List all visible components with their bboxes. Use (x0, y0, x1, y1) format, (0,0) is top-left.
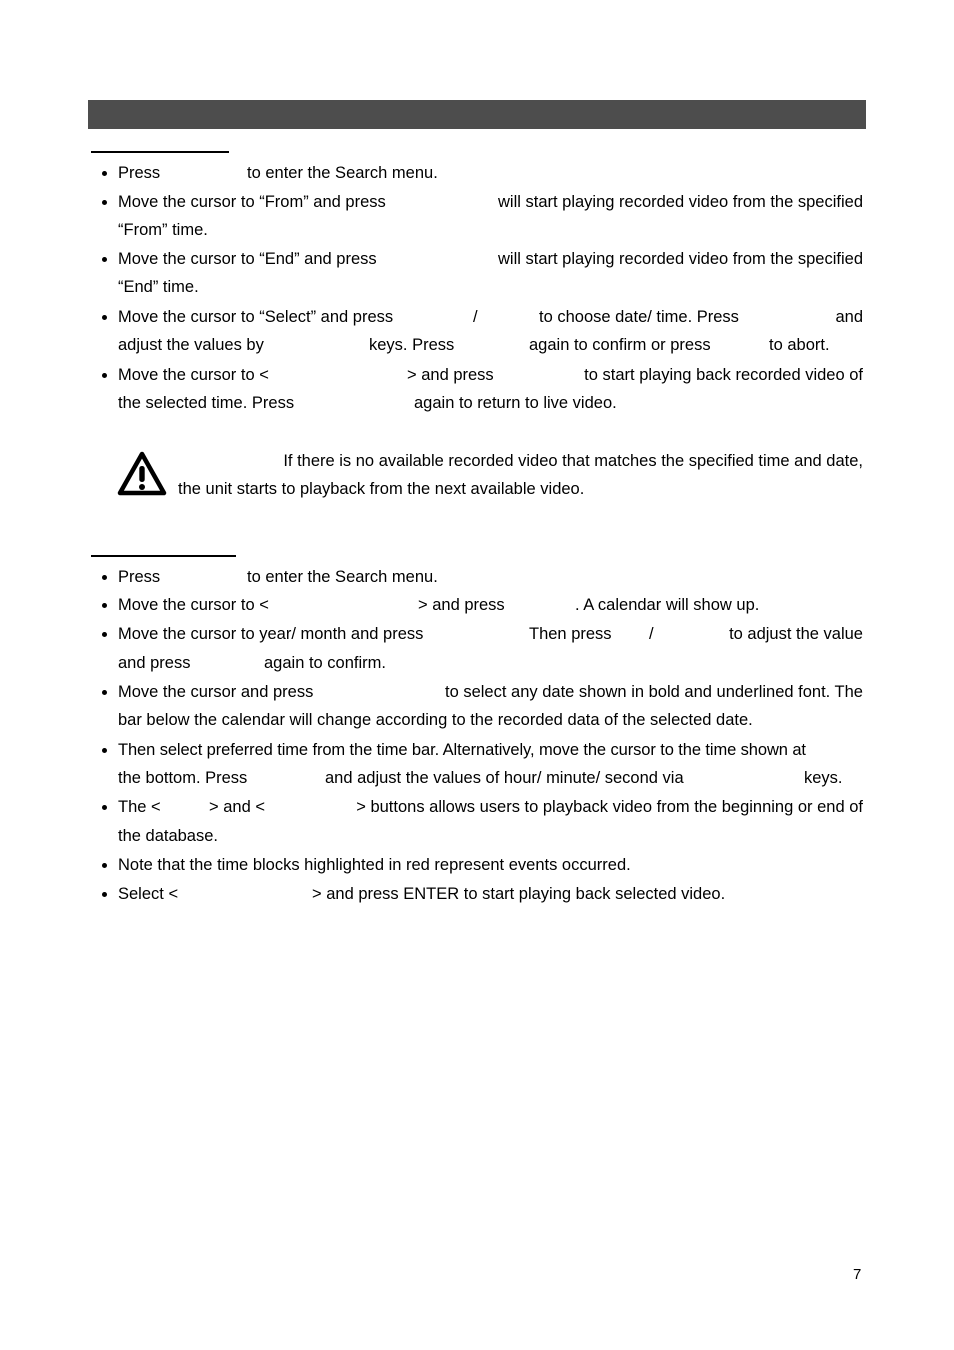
bullet-dot (102, 805, 107, 810)
list-item-continuation: “End” time. (118, 278, 199, 296)
bullet-dot (102, 373, 107, 378)
list-item-continuation: the database. (118, 827, 218, 845)
bullet-dot (102, 690, 107, 695)
list-item: Press to enter the Search menu. (118, 568, 438, 586)
list-item: Note that the time blocks highlighted in red represent events occurred. (118, 856, 631, 874)
bullet-dot (102, 603, 107, 608)
bullet-dot (102, 200, 107, 205)
bullet-dot (102, 748, 107, 753)
bullet-dot (102, 171, 107, 176)
list-item-continuation: “From” time. (118, 221, 208, 239)
subheading-underline-2 (91, 555, 236, 557)
list-item-continuation: bar below the calendar will change according to the recorded data of the selected date. (118, 711, 753, 729)
bullet-dot (102, 863, 107, 868)
list-item: Press to enter the Search menu. (118, 164, 438, 182)
bullet-dot (102, 632, 107, 637)
bullet-dot (102, 892, 107, 897)
page-number: 7 (853, 1266, 862, 1283)
section-header-band (88, 100, 866, 129)
subheading-underline-1 (91, 151, 229, 153)
bullet-dot (102, 257, 107, 262)
note-text-continuation: the unit starts to playback from the next available video. (178, 480, 585, 498)
bullet-dot (102, 315, 107, 320)
bullet-dot (102, 575, 107, 580)
warning-icon (117, 451, 167, 497)
